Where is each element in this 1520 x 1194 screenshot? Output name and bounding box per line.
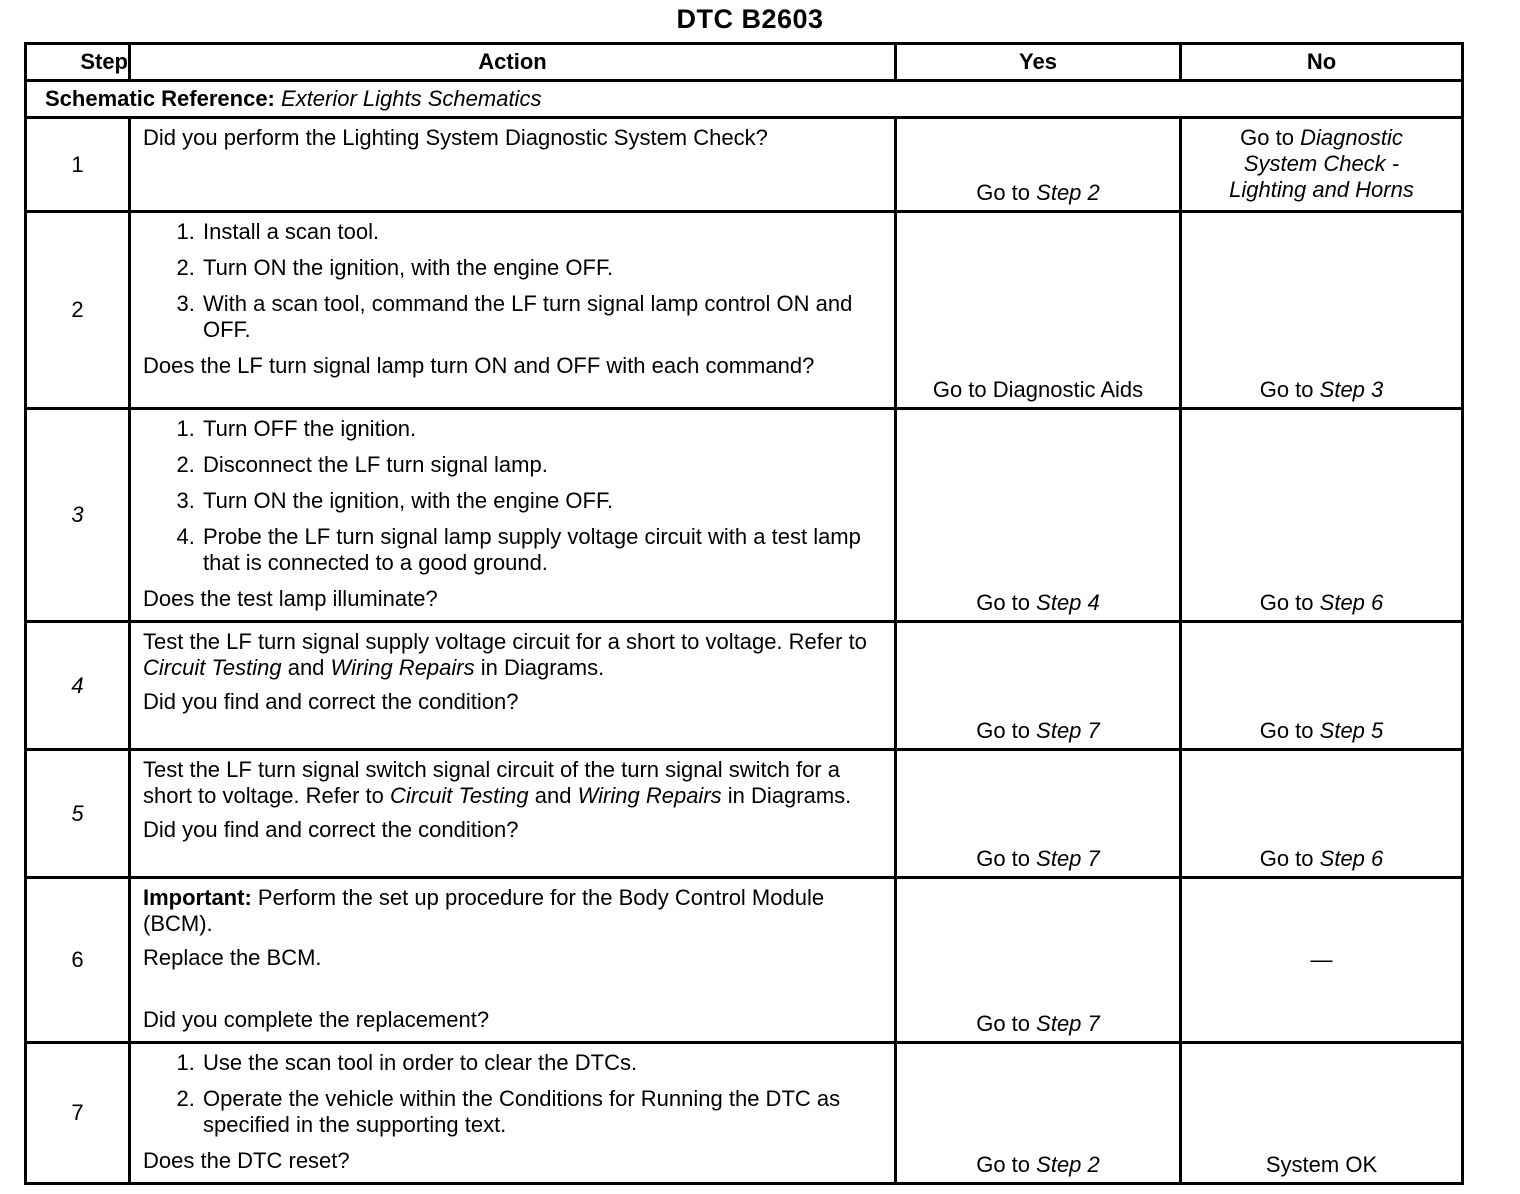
yes-link[interactable]: Step 7 (1036, 1011, 1100, 1036)
table-row (26, 750, 1463, 878)
schematic-reference (26, 81, 1463, 118)
no-cell (1181, 750, 1463, 878)
no-link[interactable]: Step 6 (1319, 590, 1384, 615)
question-text: Does the test lamp illuminate? (143, 586, 438, 611)
no-link[interactable]: System Check - (1243, 151, 1400, 176)
go-to-label: Go to (1259, 718, 1314, 743)
list-item: 2. Disconnect the LF turn signal lamp. (201, 452, 884, 478)
schematic-reference-label: Schematic Reference: (45, 86, 275, 111)
no-dash: — (1310, 947, 1333, 972)
table-row (26, 409, 1463, 622)
page-title: DTC B2603 (676, 4, 824, 34)
header-action: Action (130, 44, 896, 81)
yes-cell (896, 118, 1181, 212)
yes-cell (896, 878, 1181, 1043)
question-text: Does the DTC reset? (143, 1148, 350, 1173)
instruction-list (143, 219, 884, 343)
yes-link[interactable]: Step 2 (1036, 180, 1100, 205)
action-cell (130, 622, 896, 750)
go-to-label: Go to (976, 1011, 1031, 1036)
action-cell (130, 409, 896, 622)
step-number-text: 4 (71, 672, 84, 698)
table-row (26, 118, 1463, 212)
wiring-repairs-link[interactable]: Wiring Repairs (330, 655, 475, 680)
list-item: 3. Turn ON the ignition, with the engine OFF. (201, 488, 884, 514)
instruction-list (143, 1050, 884, 1138)
instruction-text: Replace the BCM. (143, 945, 322, 970)
question-text: Did you find and correct the condition? (143, 689, 519, 714)
go-to-label: Go to (976, 180, 1031, 205)
important-label: Important: (143, 885, 252, 910)
action-cell (130, 1043, 896, 1184)
step-number: 6 (26, 878, 130, 1043)
go-to-label: Go to (976, 1152, 1031, 1177)
no-link[interactable]: Step 3 (1319, 377, 1384, 402)
step-number-text: 5 (71, 800, 84, 826)
step-number: 1 (26, 118, 130, 212)
instruction-part: in Diagrams. (727, 783, 852, 808)
step-number (26, 622, 130, 750)
yes-cell (896, 409, 1181, 622)
no-link[interactable]: Diagnostic (1300, 125, 1403, 150)
instruction-text (143, 757, 884, 809)
diagnostic-table (24, 42, 1464, 1185)
question-text: Did you find and correct the condition? (143, 817, 519, 842)
table-row (26, 878, 1463, 1043)
instruction-list (143, 416, 884, 576)
yes-link[interactable]: Step 7 (1036, 718, 1100, 743)
step-number-text: 3 (71, 502, 84, 527)
no-cell (1181, 212, 1463, 409)
yes-link[interactable]: Step 4 (1036, 590, 1100, 615)
yes-cell (896, 622, 1181, 750)
yes-text[interactable]: Go to Diagnostic Aids (932, 377, 1144, 402)
list-item: 2. Operate the vehicle within the Conditions for Running the DTC as specified in the supporting text. (201, 1086, 884, 1138)
important-note (143, 885, 884, 937)
yes-link[interactable]: Step 7 (1036, 846, 1100, 871)
instruction-part: in Diagrams. (480, 655, 605, 680)
no-text: System OK (1265, 1152, 1378, 1177)
table-row (26, 622, 1463, 750)
important-text: Perform the set up procedure for the Body Control Module (BCM). (143, 885, 825, 936)
go-to-label: Go to (1259, 377, 1314, 402)
list-item: 3. With a scan tool, command the LF turn signal lamp control ON and OFF. (201, 291, 884, 343)
schematic-reference-link[interactable]: Exterior Lights Schematics (281, 86, 542, 111)
no-cell (1181, 1043, 1463, 1184)
action-cell (130, 878, 896, 1043)
no-cell (1181, 409, 1463, 622)
list-item: 4. Probe the LF turn signal lamp supply voltage circuit with a test lamp that is connected to a good ground. (201, 524, 884, 576)
question-text: Did you perform the Lighting System Diagnostic System Check? (143, 125, 768, 150)
header-yes: Yes (896, 44, 1181, 81)
table-row (26, 212, 1463, 409)
question-text: Does the LF turn signal lamp turn ON and OFF with each command? (143, 353, 815, 378)
yes-cell (896, 212, 1181, 409)
wiring-repairs-link[interactable]: Wiring Repairs (577, 783, 722, 808)
go-to-label: Go to (1259, 846, 1314, 871)
schematic-reference-row (26, 81, 1463, 118)
no-link[interactable]: Step 6 (1319, 846, 1384, 871)
no-cell (1181, 622, 1463, 750)
action-cell (130, 118, 896, 212)
go-to-label: Go to (976, 590, 1031, 615)
no-cell (1181, 118, 1463, 212)
circuit-testing-link[interactable]: Circuit Testing (390, 783, 529, 808)
go-to-label: Go to (976, 846, 1031, 871)
go-to-label: Go to (1259, 590, 1314, 615)
yes-link[interactable]: Step 2 (1036, 1152, 1100, 1177)
header-step: Step (26, 44, 130, 81)
header-row (26, 44, 1463, 81)
list-item: 1. Use the scan tool in order to clear the DTCs. (201, 1050, 884, 1076)
list-item: 2. Turn ON the ignition, with the engine OFF. (201, 255, 884, 281)
instruction-part: and (287, 655, 325, 680)
instruction-part: Test the LF turn signal switch signal circuit of the turn signal switch for a short to voltage. Refer to (143, 757, 840, 808)
step-number (26, 409, 130, 622)
action-cell (130, 750, 896, 878)
question-text: Did you complete the replacement? (143, 1007, 490, 1032)
no-link[interactable]: Step 5 (1319, 718, 1384, 743)
instruction-text (143, 629, 884, 681)
yes-cell (896, 1043, 1181, 1184)
instruction-part: and (534, 783, 572, 808)
list-item: 1. Install a scan tool. (201, 219, 884, 245)
yes-cell (896, 750, 1181, 878)
action-cell (130, 212, 896, 409)
step-number (26, 750, 130, 878)
step-number: 2 (26, 212, 130, 409)
header-no: No (1181, 44, 1463, 81)
no-cell (1181, 878, 1463, 1043)
circuit-testing-link[interactable]: Circuit Testing (143, 655, 282, 680)
table-row (26, 1043, 1463, 1184)
instruction-part: Test the LF turn signal supply voltage circuit for a short to voltage. Refer to (143, 629, 867, 654)
no-link[interactable]: Lighting and Horns (1229, 177, 1414, 202)
list-item: 1. Turn OFF the ignition. (201, 416, 884, 442)
step-number: 7 (26, 1043, 130, 1184)
go-to-label: Go to (976, 718, 1031, 743)
go-to-label: Go to (1240, 125, 1294, 150)
